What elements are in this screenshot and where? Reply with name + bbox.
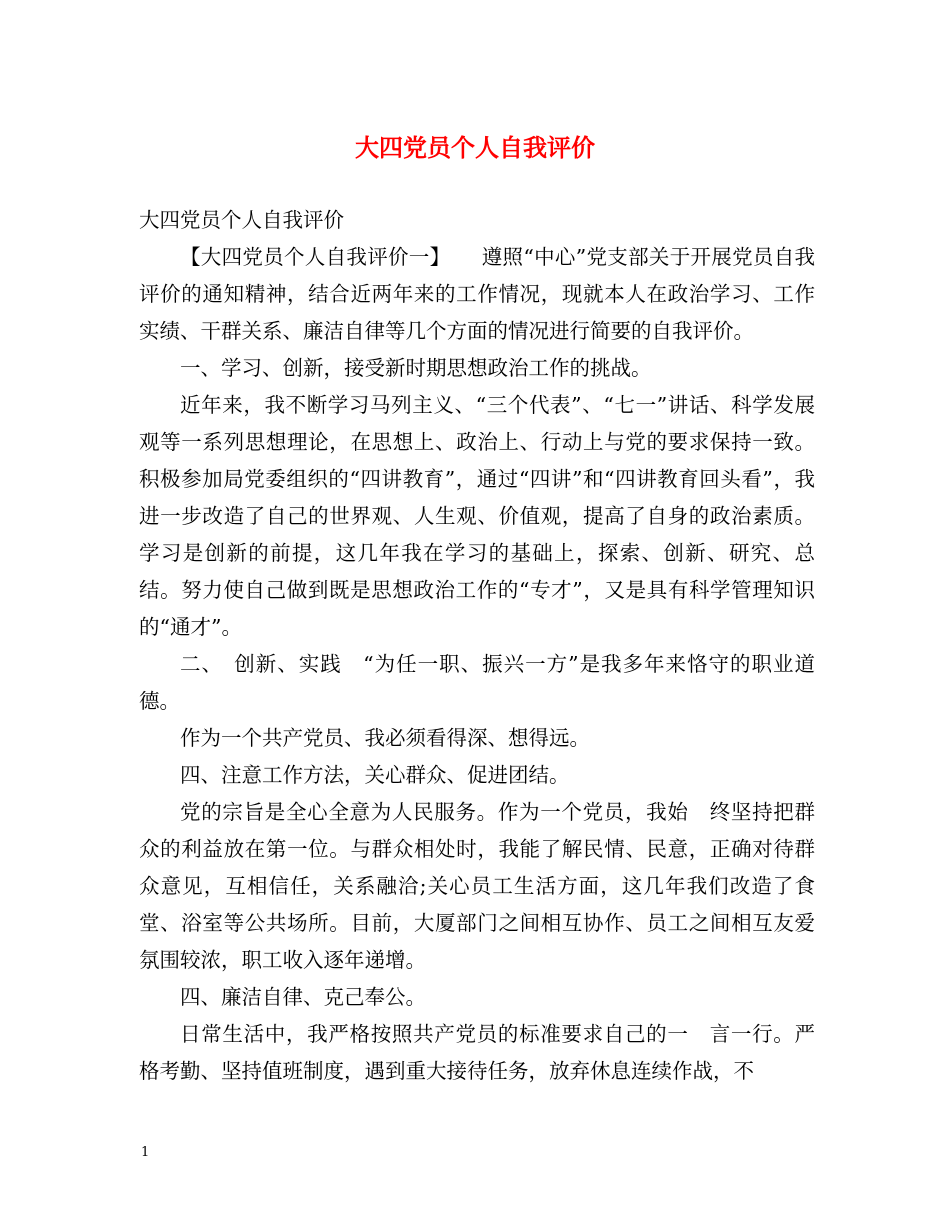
- paragraph-party-member: 作为一个共产党员、我必须看得深、想得远。: [180, 726, 590, 750]
- paragraph-service: 党的宗旨是全心全意为人民服务。作为一个党员，我始 终坚持把群众的利益放在第一位。与群众相处时，我能了解民情、民意，正确对待群众意见，互相信任，关系融洽;关心员工生活方面，这几年我们改造了食堂、浴室等公共场所。目前，大厦部门之间相互协作、员工之间相互友爱氛围较浓，职工收入逐年递增。: [139, 800, 815, 972]
- paragraph-intro: 【大四党员个人自我评价一】 遵照“中心”党支部关于开展党员自我评价的通知精神，结合近两年来的工作情况，现就本人在政治学习、工作实绩、干群关系、廉洁自律等几个方面的情况进行简要的自我评价。: [139, 245, 815, 343]
- paragraph-study: 近年来，我不断学习马列主义、“三个代表”、“七一”讲话、科学发展观等一系列思想理论，在思想上、政治上、行动上与党的要求保持一致。积极参加局党委组织的“四讲教育”，通过“四讲”和“四讲教育回头看”，我进一步改造了自己的世界观、人生观、价值观，提高了自身的政治素质。学习是创新的前提，这几年我在学习的基础上，探索、创新、研究、总结。努力使自己做到既是思想政治工作的“专才”，又是具有科学管理知识的“通才”。: [139, 393, 815, 639]
- document-body: [139, 202, 815, 1090]
- paragraph-heading-method: 四、注意工作方法，关心群众、促进团结。: [180, 763, 570, 787]
- paragraph-heading-integrity: 四、廉洁自律、克己奉公。: [180, 985, 426, 1009]
- paragraph-subtitle: 大四党员个人自我评价: [139, 208, 344, 232]
- paragraph-heading-study: 一、学习、创新，接受新时期思想政治工作的挑战。: [180, 356, 652, 380]
- page-number: 1: [141, 1145, 150, 1160]
- paragraph-heading-practice: 二、 创新、实践 “为任一职、振兴一方”是我多年来恪守的职业道德。: [139, 652, 815, 713]
- document-title: 大四党员个人自我评价: [355, 133, 595, 162]
- paragraph-daily-life: 日常生活中，我严格按照共产党员的标准要求自己的一 言一行。严格考勤、坚持值班制度，遇到重大接待任务，放弃休息连续作战，不: [139, 1022, 815, 1083]
